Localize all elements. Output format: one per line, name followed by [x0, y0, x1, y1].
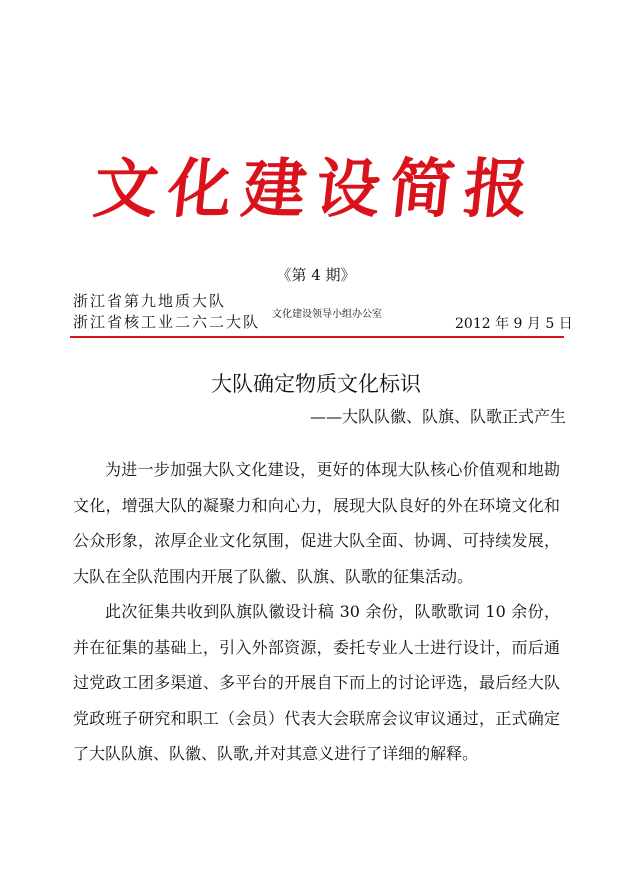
article-title: 大队确定物质文化标识 — [211, 372, 421, 396]
paragraph: 此次征集共收到队旗队徽设计稿 30 余份，队歌歌词 10 余份，并在征集的基础上，引入外部资源，委托专业人士进行设计，而后通过党政工团多渠道、多平台的开展自下而上的讨论评选，最后经大队党政班子研究和职工（会员）代表大会联席会议审议通过，正式确定了大队队旗、队徽、队歌,并对其意义进行了详细的解释。 — [73, 602, 560, 763]
issue-number: 《第 4 期》 — [276, 266, 356, 284]
article-body — [73, 452, 560, 772]
org-name-line-1: 浙江省第九地质大队 — [73, 292, 227, 310]
red-divider — [70, 336, 564, 338]
org-name-line-2: 浙江省核工业二六二大队 — [73, 313, 261, 331]
issuing-organizations — [73, 291, 260, 333]
article-subtitle: ——大队队徽、队旗、队歌正式产生 — [309, 407, 566, 426]
masthead-title: 文化建设简报 — [90, 152, 542, 227]
paragraph: 为进一步加强大队文化建设，更好的体现大队核心价值观和地勘文化，增强大队的凝聚力和向心力，展现大队良好的外在环境文化和公众形象，浓厚企业文化氛围，促进大队全面、协调、可持续发展，大队在全队范围内开展了队徽、队旗、队歌的征集活动。 — [73, 460, 560, 586]
issuing-office: 文化建设领导小组办公室 — [272, 309, 382, 320]
issue-date: 2012 年 9 月 5 日 — [455, 316, 573, 332]
